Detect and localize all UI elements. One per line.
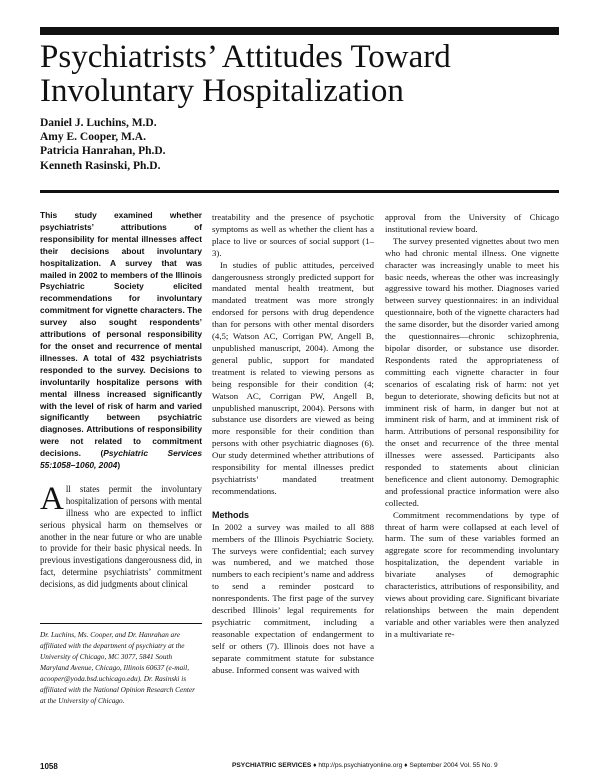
author-affiliation-footnote: Dr. Luchins, Ms. Cooper, and Dr. Hanrahan are affiliated with the department of psychiatry at the University of Chicago, MC 3077, 5841 South Maryland Avenue, Chicago, Illinois 60637 (e-mail, acooper@yoda.bsd.uchicago.edu). Dr. Rasinski is affiliated with the National Opinion Research Center at the University of Chicago. xyxy=(40,630,195,705)
journal-name: PSYCHIATRIC SERVICES xyxy=(232,762,312,769)
article-title xyxy=(40,40,560,108)
journal-url[interactable]: http://ps.psychiatryonline.org xyxy=(318,762,403,769)
running-footer xyxy=(232,762,498,769)
author-3: Patricia Hanrahan, Ph.D. xyxy=(40,145,166,158)
title-rule xyxy=(40,190,559,193)
body-paragraph: The survey presented vignettes about two men who had chronic mental illness. One vignette character was increasingly unable to meet his basic needs, whereas the other was increasingly aggressive toward his mother. Diagnoses varied between survey questionnaires: in an individual questionnaire, both of the vignette characters had the same disorder, but the disorder varied among the questionnaires—chronic schizophrenia, bipolar disorder, or substance use disorder. Respondents rated the appropriateness of committing each vignette character in four scenarios of escalating risk of harm: not yet begun to deteriorate, showing deficits but not at imminent risk of harm, in danger but not at imminent risk of harm, and at imminent risk of harm. Attributions of personal responsibility for the onset and recurrence of the three mental illnesses were assessed. Participants also responded to statements about clinician beneficence and client autonomy. Demographic and professional practice information were also collected. xyxy=(385,235,559,508)
title-line-2: Involuntary Hospitalization xyxy=(40,73,404,109)
diamond-icon: ♦ xyxy=(404,762,408,769)
author-2: Amy E. Cooper, M.A. xyxy=(40,131,146,144)
title-line-1: Psychiatrists’ Attitudes Toward xyxy=(40,39,451,75)
body-paragraph: approval from the University of Chicago institutional review board. xyxy=(385,212,559,234)
footnote-rule xyxy=(40,623,202,624)
intro-text: ll states permit the involuntary hospitalization of persons with mental illness who are expected to inflict serious physical harm on themselves or another in the near future or who are unable to provide for their basic physical needs. In previous investigations dangerousness did, in fact, determine psychiatrists’ commitment decisions, as did judgments about clinical xyxy=(40,483,202,590)
page-number: 1058 xyxy=(40,762,58,771)
diamond-icon: ♦ xyxy=(313,762,317,769)
abstract-citation: Psychiatric Services 55:1058–1060, 2004 xyxy=(40,448,202,471)
methods-paragraph: In 2002 a survey was mailed to all 888 members of the Illinois Psychiatric Society. The surveys were confidential; each survey was numbered, and we matched those numbers to each recipient’s name and address to send a reminder postcard to nonrespondents. The first page of the survey described Illinois’ legal requirements for psychiatric commitment, including a reasonable expectation of endangerment to self or others (7). Illinois does not have a separate commitment statute for substance abuse. Informed consent was waived with xyxy=(212,521,374,675)
body-paragraph: Commitment recommendations by type of threat of harm were collapsed at each level of harm. The sum of these variables formed an aggregate score for recommending involuntary hospitalization, the dependent variable in bivariate analyses of demographic characteristics, attributions of responsibility, and views about providing care. Significant bivariate relationships between the main dependent variable and other variables were then analyzed in a multivariate re- xyxy=(385,509,559,639)
column-1 xyxy=(40,210,202,706)
author-4: Kenneth Rasinski, Ph.D. xyxy=(40,159,161,172)
top-rule xyxy=(40,27,559,35)
author-list xyxy=(40,116,340,173)
intro-paragraph xyxy=(40,480,202,591)
body-paragraph: treatability and the presence of psychotic symptoms as well as whether the client has a place to live or sources of social support (1–3). xyxy=(212,212,374,258)
column-3 xyxy=(385,212,559,641)
page-footer xyxy=(40,762,560,776)
abstract xyxy=(40,210,202,472)
issue-info: September 2004 Vol. 55 No. 9 xyxy=(409,762,498,769)
methods-heading: Methods xyxy=(212,509,249,520)
abstract-text: This study examined whether psychiatrists’ attributions of responsibility for mental illnesses affect their decisions about involuntary hospitalization. A survey that was mailed in 2002 to members of the Illinois Psychiatric Society elicited recommendations for involuntary commitment for vignette characters. The survey also sought respondents’ attributions of personal responsibility for the onset and recurrence of mental illnesses. A total of 432 psychiatrists responded to the survey. Decisions to involuntarily hospitalize persons with mental illness increased significantly with the level of risk of harm and varied significantly between psychiatric diagnoses. Attributions of responsibility were not related to commitment decisions. ( xyxy=(40,210,202,459)
drop-cap: A xyxy=(40,480,64,517)
author-1: Daniel J. Luchins, M.D. xyxy=(40,117,157,129)
body-paragraph: In studies of public attitudes, perceived dangerousness strongly predicted support for mandated mental health treatment, but mandated treatment was more strongly endorsed for persons with drug dependence than for persons with other mental disorders (4,5; Watson AC, Corrigan PW, Angell B, unpublished manuscript, 2004). Among the general public, support for mandated treatment is related to viewing persons as being responsible for their condition (4; Watson AC, Corrigan PW, Angell B, unpublished manuscript, 2004). Persons with substance use disorders are viewed as being more responsible for their condition than persons with other psychiatric diagnoses (6). Our study determined whether attributions of responsibility for mental illnesses predict psychiatrists’ mandated treatment recommendations. xyxy=(212,259,374,496)
abstract-close: ) xyxy=(117,460,121,471)
column-2 xyxy=(212,212,374,677)
